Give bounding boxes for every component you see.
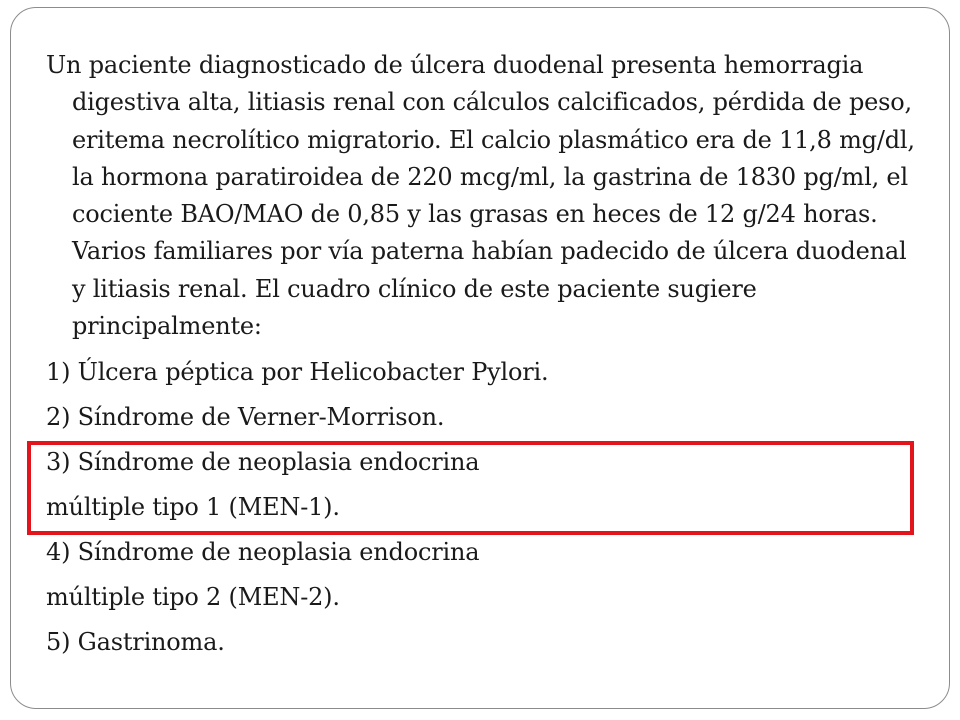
option-3-line-2: múltiple tipo 1 (MEN-1).: [46, 493, 340, 521]
option-5: 5) Gastrinoma.: [46, 628, 225, 656]
correct-answer-highlight: [27, 441, 914, 535]
option-1: 1) Úlcera péptica por Helicobacter Pylori.: [46, 358, 549, 386]
option-3-line-1: 3) Síndrome de neoplasia endocrina: [46, 448, 480, 476]
option-4-line-1: 4) Síndrome de neoplasia endocrina: [46, 538, 480, 566]
option-4-line-2: múltiple tipo 2 (MEN-2).: [46, 583, 340, 611]
option-2: 2) Síndrome de Verner-Morrison.: [46, 403, 445, 431]
question-stem: Un paciente diagnosticado de úlcera duodenal presenta hemorragia digestiva alta, litiasis renal con cálculos calcificados, pérdida de peso, eritema necrolítico migratorio. El calcio plasmático era de 11,8 mg/dl, la hormona paratiroidea de 220 mcg/ml, la gastrina de 1830 pg/ml, el cociente BAO/MAO de 0,85 y las grasas en heces de 12 g/24 horas. Varios familiares por vía paterna habían padecido de úlcera duodenal y litiasis renal. El cuadro clínico de este paciente sugiere principalmente:: [46, 51, 915, 341]
